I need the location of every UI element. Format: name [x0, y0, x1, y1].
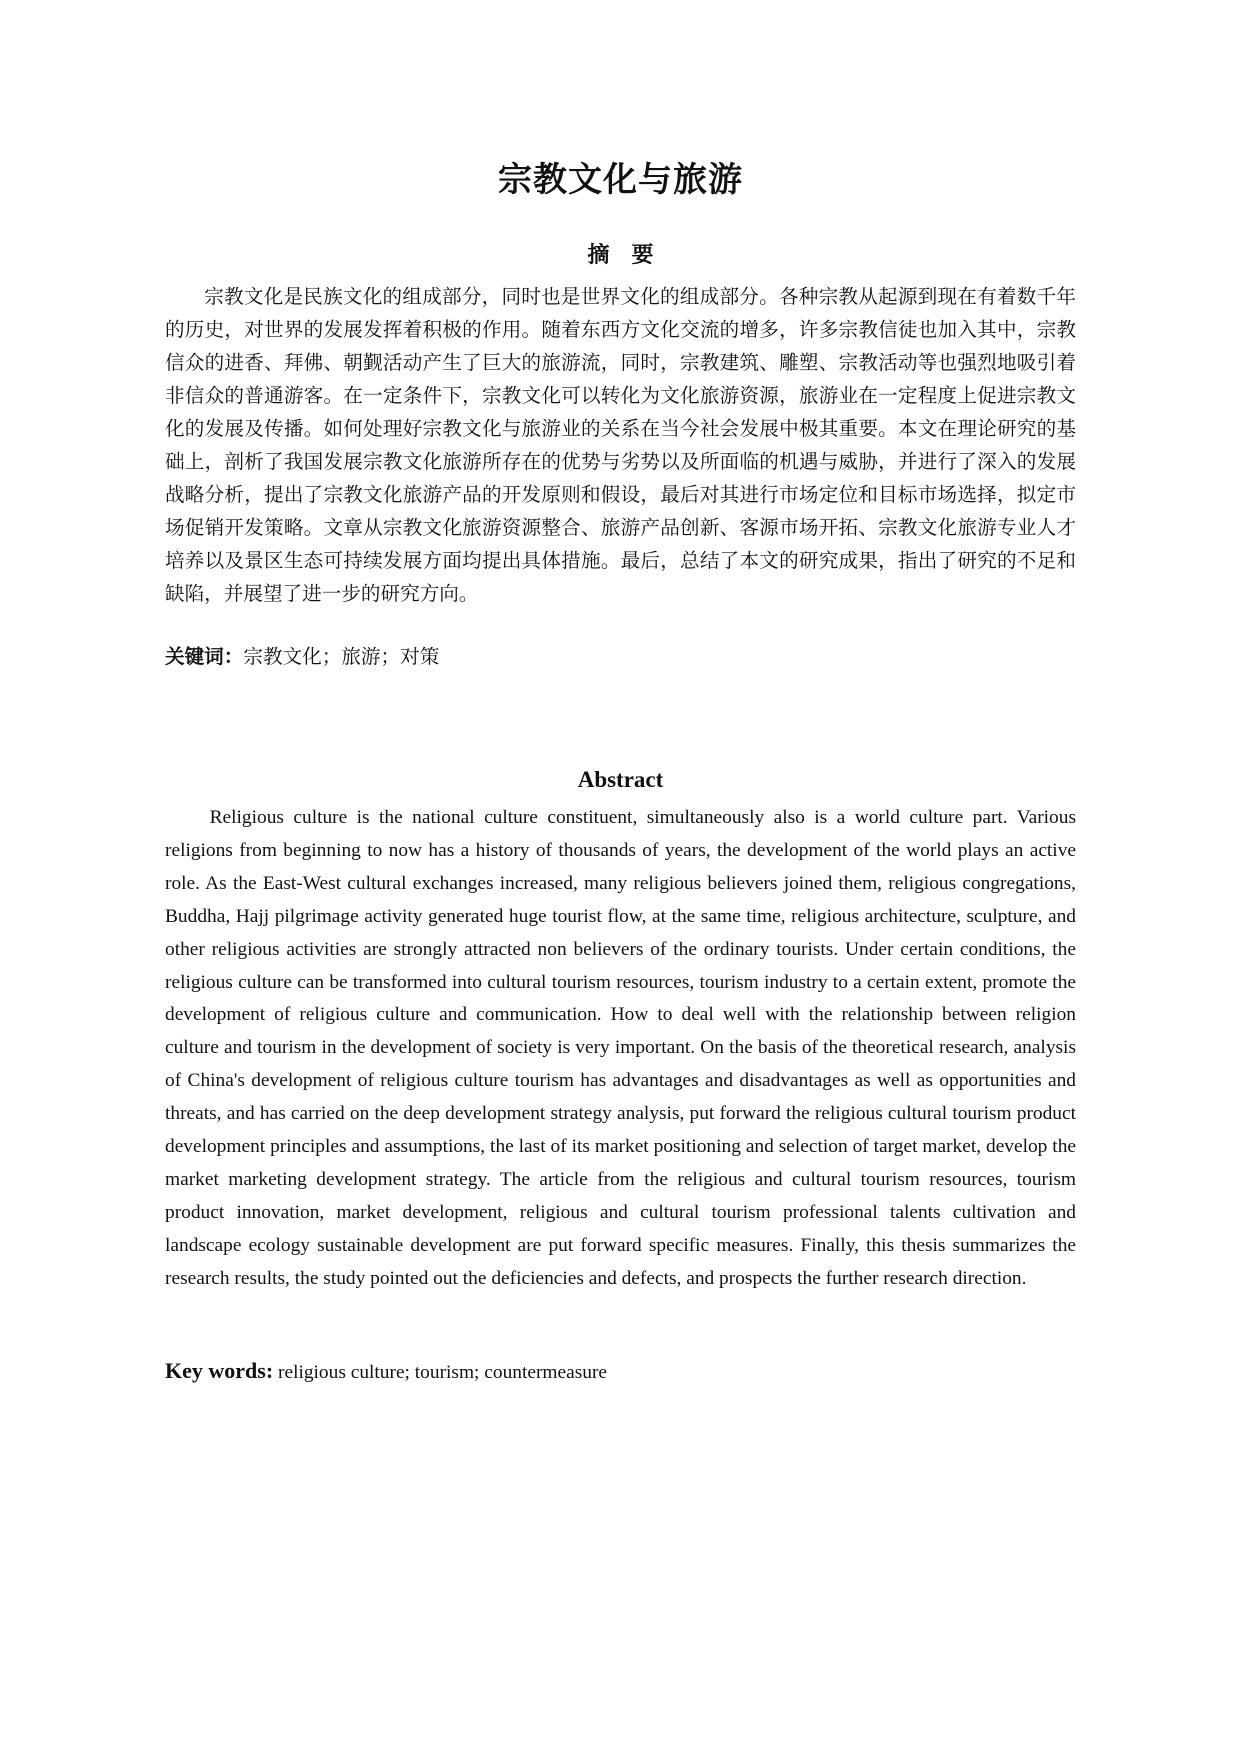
chinese-keywords: [165, 640, 1076, 673]
english-keywords-value: religious culture; tourism; countermeasure: [278, 1362, 608, 1383]
chinese-abstract-body: 宗教文化是民族文化的组成部分，同时也是世界文化的组成部分。各种宗教从起源到现在有着数千年的历史，对世界的发展发挥着积极的作用。随着东西方文化交流的增多，许多宗教信徒也加入其中，宗教信众的进香、拜佛、朝觐活动产生了巨大的旅游流，同时，宗教建筑、雕塑、宗教活动等也强烈地吸引着非信众的普通游客。在一定条件下，宗教文化可以转化为文化旅游资源，旅游业在一定程度上促进宗教文化的发展及传播。如何处理好宗教文化与旅游业的关系在当今社会发展中极其重要。本文在理论研究的基础上，剖析了我国发展宗教文化旅游所存在的优势与劣势以及所面临的机遇与威胁，并进行了深入的发展战略分析，提出了宗教文化旅游产品的开发原则和假设，最后对其进行市场定位和目标市场选择，拟定市场促销开发策略。文章从宗教文化旅游资源整合、旅游产品创新、客源市场开拓、宗教文化旅游专业人才培养以及景区生态可持续发展方面均提出具体措施。最后，总结了本文的研究成果，指出了研究的不足和缺陷，并展望了进一步的研究方向。: [165, 285, 1076, 605]
document-title: 宗教文化与旅游: [498, 160, 743, 200]
english-abstract-heading: Abstract: [577, 767, 664, 792]
chinese-keywords-label: 关键词：: [165, 645, 244, 668]
english-keywords-label: Key words:: [165, 1358, 274, 1383]
english-keywords: [165, 1355, 1076, 1389]
chinese-keywords-value: 宗教文化；旅游；对策: [243, 645, 440, 668]
chinese-abstract-heading: 摘 要: [587, 242, 654, 268]
english-abstract-body: Religious culture is the national culture constituent, simultaneously also is a world culture part. Various religions from beginning to now has a history of thousands of years, the development of the world plays an active role. As the East-West cultural exchanges increased, many religious believers joined them, religious congregations, Buddha, Hajj pilgrimage activity generated huge tourist flow, at the same time, religious architecture, sculpture, and other religious activities are strongly attracted non believers of the ordinary tourists. Under certain conditions, the religious culture can be transformed into cultural tourism resources, tourism industry to a certain extent, promote the development of religious culture and communication. How to deal well with the relationship between religion culture and tourism in the development of society is very important. On the basis of the theoretical research, analysis of China's development of religious culture tourism has advantages and disadvantages as well as opportunities and threats, and has carried on the deep development strategy analysis, put forward the religious cultural tourism product development principles and assumptions, the last of its market positioning and selection of target market, develop the market marketing development strategy. The article from the religious and cultural tourism resources, tourism product innovation, market development, religious and cultural tourism professional talents cultivation and landscape ecology sustainable development are put forward specific measures. Finally, this thesis summarizes the research results, the study pointed out the deficiencies and defects, and prospects the further research direction.: [165, 807, 1076, 1289]
